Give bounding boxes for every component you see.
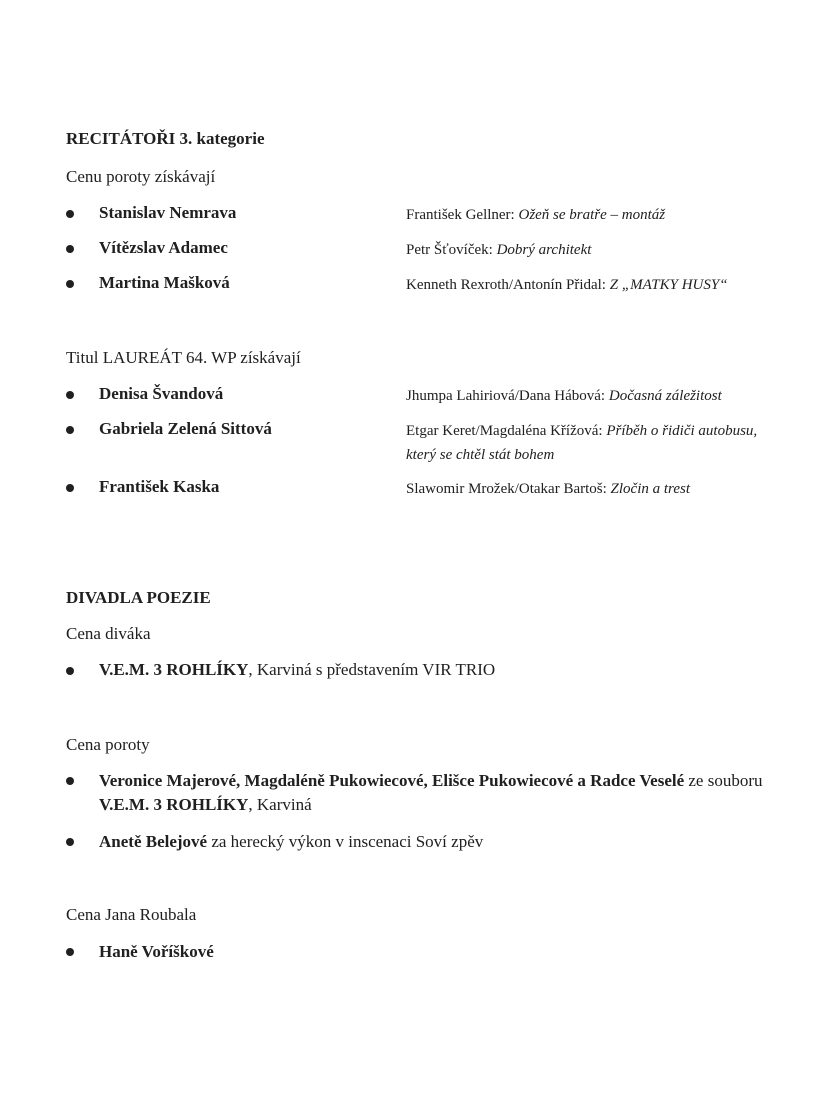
- jury-award-winner: Anetě Belejové za herecký výkon v inscenaci Soví zpěv: [99, 832, 484, 851]
- reciter-name: Martina Mašková: [99, 273, 230, 292]
- laureate-name: František Kaska: [99, 477, 220, 496]
- reciter-name: Stanislav Nemrava: [99, 203, 237, 222]
- section-heading-theatre: DIVADLA POEZIE: [66, 588, 211, 607]
- jury-award-label-theatre: Cena poroty: [66, 735, 150, 754]
- bullet-icon: [66, 948, 74, 956]
- reciter-work: Petr Šťovíček: Dobrý architekt: [406, 242, 592, 258]
- laureate-name: Denisa Švandová: [99, 384, 224, 403]
- laureate-work: Slawomir Mrožek/Otakar Bartoš: Zločin a trest: [406, 481, 690, 497]
- laureate-title-label: Titul LAUREÁT 64. WP získávají: [66, 348, 301, 367]
- bullet-icon: [66, 391, 74, 399]
- reciter-work: Kenneth Rexroth/Antonín Přidal: Z „MATKY HUSY“: [406, 277, 728, 293]
- audience-award-winner: V.E.M. 3 ROHLÍKY, Karviná s představením VIR TRIO: [99, 660, 496, 679]
- bullet-icon: [66, 210, 74, 218]
- roubal-award-label: Cena Jana Roubala: [66, 905, 197, 924]
- laureate-work: Etgar Keret/Magdaléna Křížová: Příběh o řidiči autobusu, který se chtěl stát bohem: [406, 423, 758, 463]
- jury-award-winner: Veronice Majerové, Magdaléně Pukowiecové, Elišce Pukowiecové a Radce Veselé ze souboru V.E.M. 3 ROHLÍKY, Karviná: [99, 771, 763, 814]
- section-heading-reciters: RECITÁTOŘI 3. kategorie: [66, 129, 265, 148]
- bullet-icon: [66, 838, 74, 846]
- laureate-name: Gabriela Zelená Sittová: [99, 419, 272, 438]
- reciter-name: Vítězslav Adamec: [99, 238, 228, 257]
- roubal-award-winner: Haně Voříškové: [99, 942, 214, 961]
- bullet-icon: [66, 426, 74, 434]
- laureate-work: Jhumpa Lahiriová/Dana Hábová: Dočasná záležitost: [406, 388, 722, 404]
- jury-award-label: Cenu poroty získávají: [66, 167, 216, 186]
- bullet-icon: [66, 280, 74, 288]
- audience-award-label: Cena diváka: [66, 624, 151, 643]
- bullet-icon: [66, 667, 74, 675]
- bullet-icon: [66, 777, 74, 785]
- bullet-icon: [66, 484, 74, 492]
- reciter-work: František Gellner: Ožeň se bratře – montáž: [406, 207, 666, 223]
- bullet-icon: [66, 245, 74, 253]
